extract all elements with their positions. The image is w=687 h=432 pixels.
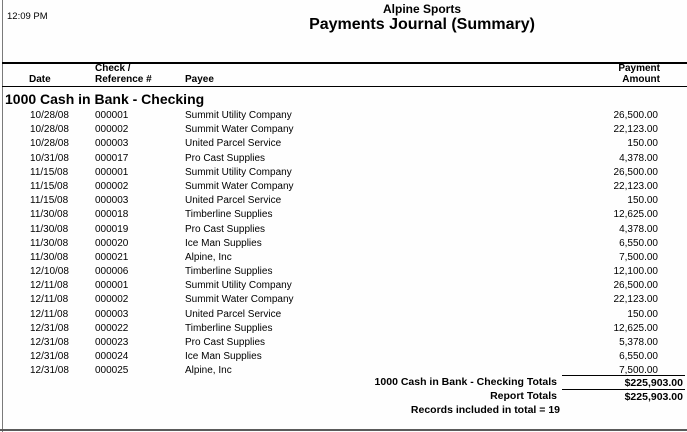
row-payment-amount: 6,550.00 <box>619 237 658 249</box>
row-date: 12/11/08 <box>30 280 69 292</box>
row-check-reference: 000021 <box>95 251 129 263</box>
row-check-reference: 000006 <box>95 266 129 278</box>
row-payment-amount: 26,500.00 <box>613 110 658 121</box>
total-amount-rule <box>562 389 685 403</box>
row-date: 11/15/08 <box>30 195 69 207</box>
row-check-reference: 000020 <box>95 237 129 249</box>
table-row <box>0 237 687 251</box>
row-payee: Pro Cast Supplies <box>185 337 266 348</box>
row-payment-amount: 12,100.00 <box>613 266 658 278</box>
row-payee: United Parcel Service <box>185 195 282 207</box>
row-payee: Timberline Supplies <box>185 209 273 221</box>
table-row <box>0 223 687 237</box>
row-payee: Summit Utility Company <box>185 166 292 178</box>
records-count-note: Records included in total = 19 <box>410 404 560 416</box>
row-payment-amount: 7,500.00 <box>619 365 658 377</box>
page-title: Payments Journal (Summary) <box>309 16 535 33</box>
total-row <box>0 375 687 389</box>
row-payment-amount: 26,500.00 <box>613 280 658 292</box>
table-row <box>0 152 687 166</box>
total-amount: $225,903.00 <box>624 391 683 403</box>
row-payment-amount: 150.00 <box>627 195 658 207</box>
print-time: 12:09 PM <box>7 11 48 22</box>
row-check-reference: 000017 <box>95 152 129 164</box>
row-payee: United Parcel Service <box>185 138 282 150</box>
row-payee: Summit Water Company <box>185 294 294 306</box>
row-payee: Ice Man Supplies <box>185 351 262 363</box>
row-payment-amount: 12,625.00 <box>613 209 658 221</box>
column-header-check-line2: Reference # <box>95 74 152 85</box>
table-row <box>0 166 687 180</box>
row-payee: Alpine, Inc <box>185 251 232 263</box>
row-date: 11/30/08 <box>30 251 69 263</box>
row-payment-amount: 12,625.00 <box>613 322 658 334</box>
table-row <box>0 137 687 151</box>
row-check-reference: 000025 <box>95 365 129 377</box>
total-label: 1000 Cash in Bank - Checking Totals <box>374 376 557 388</box>
row-payee: Summit Utility Company <box>185 110 292 121</box>
total-amount: $225,903.00 <box>624 377 683 389</box>
window-bottom-edge <box>0 429 687 431</box>
row-payment-amount: 6,550.00 <box>619 351 658 363</box>
row-payment-amount: 22,123.00 <box>613 124 658 136</box>
row-check-reference: 000003 <box>95 138 129 150</box>
row-date: 10/28/08 <box>30 124 69 136</box>
row-payee: Ice Man Supplies <box>185 237 262 249</box>
row-payment-amount: 4,378.00 <box>619 223 658 235</box>
row-payment-amount: 22,123.00 <box>613 180 658 192</box>
table-row <box>0 180 687 194</box>
row-date: 11/30/08 <box>30 237 69 249</box>
row-date: 12/31/08 <box>30 351 69 363</box>
row-payment-amount: 150.00 <box>627 138 658 150</box>
column-header-payee: Payee <box>185 74 214 85</box>
totals-section <box>0 375 687 403</box>
table-row <box>0 308 687 322</box>
row-payee: Alpine, Inc <box>185 365 232 377</box>
row-date: 11/15/08 <box>30 166 69 178</box>
table-row <box>0 293 687 307</box>
row-date: 12/31/08 <box>30 337 69 348</box>
row-date: 12/11/08 <box>30 294 69 306</box>
row-payment-amount: 22,123.00 <box>613 294 658 306</box>
row-check-reference: 000019 <box>95 223 129 235</box>
row-check-reference: 000024 <box>95 351 129 363</box>
row-check-reference: 000001 <box>95 110 129 121</box>
row-date: 10/31/08 <box>30 152 69 164</box>
row-payee: United Parcel Service <box>185 308 282 320</box>
row-date: 11/15/08 <box>30 180 69 192</box>
table-row <box>0 194 687 208</box>
row-date: 12/11/08 <box>30 308 69 320</box>
row-check-reference: 000001 <box>95 166 129 178</box>
column-header-payment-line2: Amount <box>622 74 660 85</box>
row-payment-amount: 150.00 <box>627 308 658 320</box>
column-header-payment-line1: Payment <box>618 63 660 74</box>
row-payee: Timberline Supplies <box>185 322 273 334</box>
row-payment-amount: 7,500.00 <box>619 251 658 263</box>
row-date: 11/30/08 <box>30 223 69 235</box>
row-check-reference: 000022 <box>95 322 129 334</box>
company-name: Alpine Sports <box>382 2 461 16</box>
row-check-reference: 000002 <box>95 124 129 136</box>
table-row <box>0 123 687 137</box>
row-date: 12/31/08 <box>30 365 69 377</box>
row-payment-amount: 5,378.00 <box>619 337 658 348</box>
row-check-reference: 000002 <box>95 180 129 192</box>
row-check-reference: 000001 <box>95 280 129 292</box>
table-row <box>0 208 687 222</box>
table-row <box>0 279 687 293</box>
table-rows <box>0 109 687 379</box>
table-row <box>0 350 687 364</box>
table-row <box>0 322 687 336</box>
row-check-reference: 000018 <box>95 209 129 221</box>
row-check-reference: 000003 <box>95 195 129 207</box>
row-payment-amount: 26,500.00 <box>613 166 658 178</box>
row-payee: Summit Utility Company <box>185 280 292 292</box>
header-rule-bottom <box>2 86 687 87</box>
row-check-reference: 000023 <box>95 337 129 348</box>
column-header-date: Date <box>29 74 51 85</box>
table-row <box>0 336 687 350</box>
total-label: Report Totals <box>490 390 557 402</box>
table-row <box>0 109 687 123</box>
row-date: 10/28/08 <box>30 138 69 150</box>
row-date: 12/10/08 <box>30 266 69 278</box>
row-check-reference: 000003 <box>95 308 129 320</box>
row-payee: Pro Cast Supplies <box>185 223 266 235</box>
row-payee: Summit Water Company <box>185 124 294 136</box>
account-section-header: 1000 Cash in Bank - Checking <box>5 91 205 107</box>
total-row <box>0 389 687 403</box>
table-row <box>0 265 687 279</box>
row-date: 12/31/08 <box>30 322 69 334</box>
row-date: 11/30/08 <box>30 209 69 221</box>
row-payee: Pro Cast Supplies <box>185 152 266 164</box>
row-check-reference: 000002 <box>95 294 129 306</box>
column-header-check-line1: Check / <box>95 63 131 74</box>
row-payment-amount: 4,378.00 <box>619 152 658 164</box>
row-payee: Timberline Supplies <box>185 266 273 278</box>
total-amount-rule <box>562 375 685 389</box>
table-row <box>0 251 687 265</box>
report-header <box>157 2 687 34</box>
row-payee: Summit Water Company <box>185 180 294 192</box>
row-date: 10/28/08 <box>30 110 69 121</box>
